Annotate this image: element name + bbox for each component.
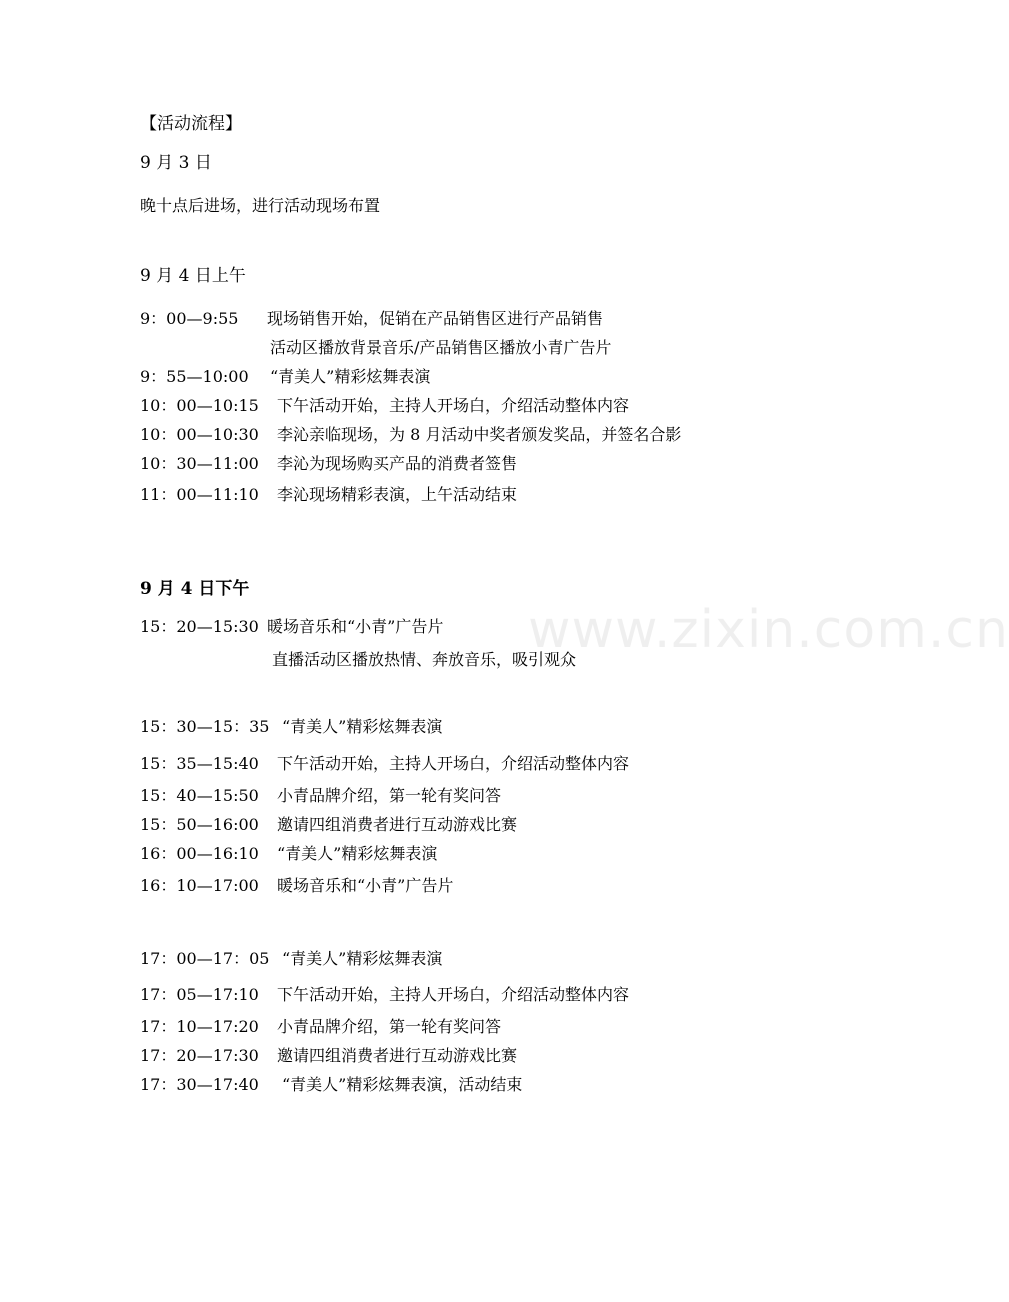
schedule-time: 16：10—17:00 (140, 876, 259, 895)
schedule-desc: 下午活动开始，主持人开场白，介绍活动整体内容 (277, 985, 630, 1004)
schedule-desc: 小青品牌介绍，第一轮有奖问答 (277, 1017, 502, 1036)
schedule-time: 15：35—15:40 (140, 754, 259, 773)
schedule-time: 15：50—16:00 (140, 815, 259, 834)
schedule-desc: 李沁亲临现场，为 8 月活动中奖者颁发奖品，并签名合影 (277, 425, 682, 444)
schedule-desc: 现场销售开始，促销在产品销售区进行产品销售 (267, 309, 604, 328)
schedule-time: 10：00—10:30 (140, 425, 259, 444)
schedule-desc: 直播活动区播放热情、奔放音乐，吸引观众 (272, 650, 577, 669)
schedule-time: 17：30—17:40 (140, 1075, 259, 1094)
schedule-desc: 李沁现场精彩表演，上午活动结束 (277, 485, 518, 504)
schedule-time: 10：30—11:00 (140, 454, 259, 473)
schedule-desc: “青美人”精彩炫舞表演，活动结束 (282, 1075, 523, 1094)
schedule-desc: 暖场音乐和“小青”广告片 (267, 617, 444, 636)
schedule-desc: 小青品牌介绍，第一轮有奖问答 (277, 786, 502, 805)
schedule-desc: 邀请四组消费者进行互动游戏比赛 (277, 815, 518, 834)
schedule-time: 17：20—17:30 (140, 1046, 259, 1065)
watermark: www.zixin.com.cn (528, 600, 1009, 660)
schedule-time: 15：30—15：35 (140, 717, 270, 736)
schedule-time: 9：55—10:00 (140, 367, 249, 386)
schedule-desc: “青美人”精彩炫舞表演 (282, 717, 443, 736)
schedule-desc: 暖场音乐和“小青”广告片 (277, 876, 454, 895)
afternoon-title: 9 月 4 日下午 (140, 579, 250, 599)
schedule-desc: 李沁为现场购买产品的消费者签售 (277, 454, 518, 473)
schedule-desc: 邀请四组消费者进行互动游戏比赛 (277, 1046, 518, 1065)
section-heading: 【活动流程】 (140, 114, 242, 134)
schedule-time: 17：05—17:10 (140, 985, 259, 1004)
schedule-time: 17：10—17:20 (140, 1017, 259, 1036)
day1-title: 9 月 3 日 (140, 153, 212, 173)
schedule-desc: “青美人”精彩炫舞表演 (282, 949, 443, 968)
schedule-desc: 活动区播放背景音乐/产品销售区播放小青广告片 (270, 338, 612, 357)
schedule-time: 9：00—9:55 (140, 309, 239, 328)
schedule-time: 16：00—16:10 (140, 844, 259, 863)
morning-title: 9 月 4 日上午 (140, 266, 246, 286)
schedule-time: 15：40—15:50 (140, 786, 259, 805)
schedule-desc: “青美人”精彩炫舞表演 (270, 367, 431, 386)
schedule-time: 17：00—17：05 (140, 949, 270, 968)
schedule-time: 11：00—11:10 (140, 485, 259, 504)
schedule-time: 15：20—15:30 (140, 617, 259, 636)
schedule-desc: 下午活动开始，主持人开场白，介绍活动整体内容 (277, 396, 630, 415)
schedule-time: 10：00—10:15 (140, 396, 259, 415)
day1-note: 晚十点后进场，进行活动现场布置 (140, 196, 381, 215)
schedule-desc: 下午活动开始，主持人开场白，介绍活动整体内容 (277, 754, 630, 773)
schedule-desc: “青美人”精彩炫舞表演 (277, 844, 438, 863)
